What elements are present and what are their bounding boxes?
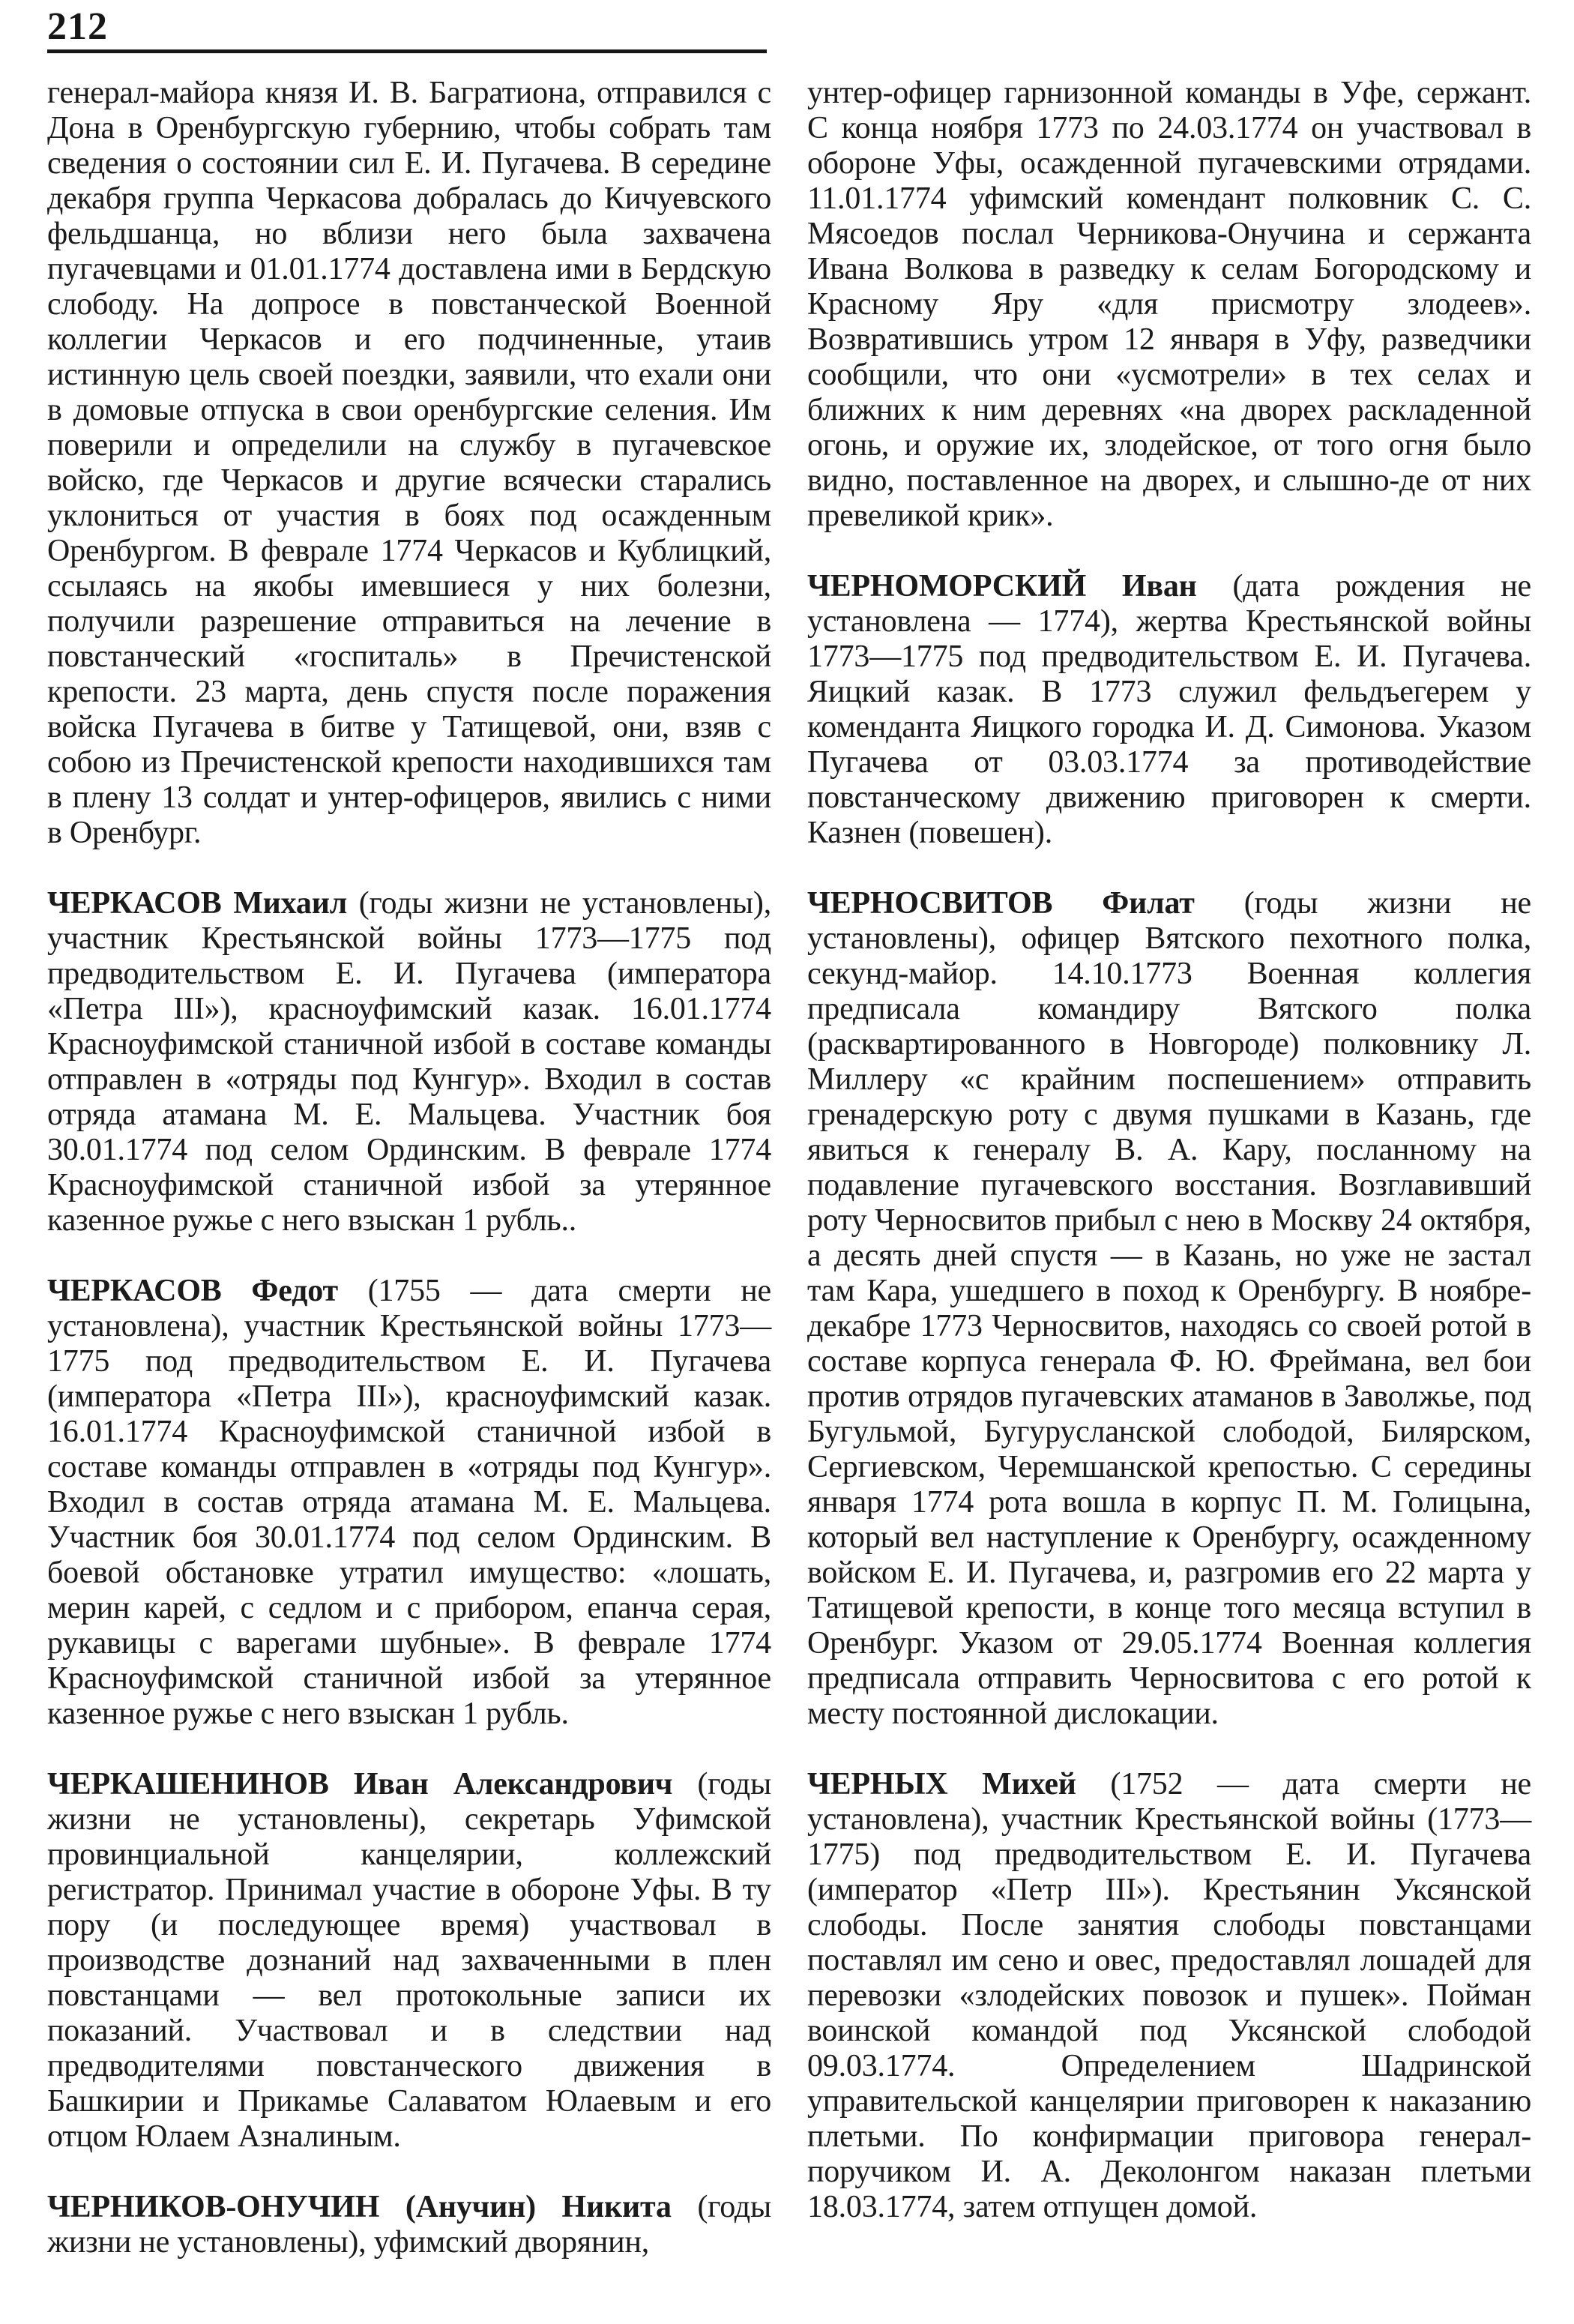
right-column <box>807 76 1531 2260</box>
entry-chernykh-mikhey <box>807 1767 1531 2225</box>
entry-text: (дата рождения не установлена — 1774), жертва Крестьянской войны 1773—1775 под предводительством Е. И. Пугачева. Яицкий казак. В 1773 служил фельдъегерем у коменданта Яицкого городка И. Д. Симонова. Указом Пугачева от 03.03.1774 за противодействие повстанческому движению приговорен к смерти. Казнен (повешен). <box>807 569 1531 850</box>
entry-text: (годы жизни не установлены), участник Крестьянской войны 1773—1775 под предводительством Е. И. Пугачева (императора «Петра III»), красноуфимский казак. 16.01.1774 Красноуфимской станичной избой в составе команды отправлен в «отряды под Кунгур». Входил в состав отряда атамана М. Е. Мальцева. Участник боя 30.01.1774 под селом Ординским. В феврале 1774 Красноуфимской станичной избой за утерянное казенное ружье с него взыскан 1 рубль.. <box>47 886 772 1238</box>
entry-headword: ЧЕРНИКОВ-ОНУЧИН (Анучин) Никита <box>47 2190 672 2224</box>
entry-text: (годы жизни не установлены), секретарь Уфимской провинциальной канцелярии, коллежский регистратор. Принимал участие в обороне Уфы. В ту пору (и последующее время) участвовал в производстве дознаний над захваченными в плен повстанцами — вел протокольные записи их показаний. Участвовал и в следствии над предводителями повстанческого движения в Башкирии и Прикамье Салаватом Юлаевым и его отцом Юлаем Азналиным. <box>47 1767 771 2154</box>
entry-headword: ЧЕРКАСОВ Федот <box>47 1274 338 1308</box>
entry-text: (1752 — дата смерти не установлена), участник Крестьянской войны (1773—1775) под предводительством Е. И. Пугачева (император «Петр III»). Крестьянин Уксянской слободы. После занятия слободы повстанцами поставлял им сено и овес, предоставлял лошадей для перевозки «злодейских повозок и пушек». Пойман воинской командой под Уксянской слободой 09.03.1774. Определением Шадринской управительской канцелярии приговорен к наказанию плетьми. По конфирмации приговора генерал-поручиком И. А. Деколонгом наказан плетьми 18.03.1774, затем отпущен домой. <box>807 1767 1531 2224</box>
entry-text: генерал-майора князя И. В. Багратиона, отправился с Дона в Оренбургскую губернию, чтобы собрать там сведения о состоянии сил Е. И. Пугачева. В середине декабря группа Черкасова добралась до Кичуевского фельдшанца, но вблизи него была захвачена пугачевцами и 01.01.1774 доставлена ими в Бердскую слободу. На допросе в повстанческой Военной коллегии Черкасов и его подчиненные, утаив истинную цель своей поездки, заявили, что ехали они в домовые отпуска в свои оренбургские селения. Им поверили и определили на службу в пугачевское войско, где Черкасов и другие всячески старались уклониться от участия в боях под осажденным Оренбургом. В феврале 1774 Черкасов и Кублицкий, ссылаясь на якобы имевшиеся у них болезни, получили разрешение отправиться на лечение в повстанческий «госпиталь» в Пречистенской крепости. 23 марта, день спустя после поражения войска Пугачева в битве у Татищевой, они, взяв с собою из Пречистенской крепости находившихся там в плену 13 солдат и унтер-офицеров, явились с ними в Оренбург. <box>47 76 771 850</box>
page-number: 212 <box>47 5 108 48</box>
entry-headword: ЧЕРНОМОРСКИЙ Иван <box>807 569 1197 603</box>
header-rule <box>47 49 767 53</box>
entry-headword: ЧЕРКАСОВ Михаил <box>47 886 348 921</box>
entry-text: унтер-офицер гарнизонной команды в Уфе, сержант. С конца ноября 1773 по 24.03.1774 он участвовал в обороне Уфы, осажденной пугачевскими отрядами. 11.01.1774 уфимский комендант полковник С. С. Мясоедов послал Черникова-Онучина и сержанта Ивана Волкова в разведку к селам Богородскому и Красному Яру «для присмотру злодеев». Возвратившись утром 12 января в Уфу, разведчики сообщили, что они «усмотрели» в тех селах и ближних к ним деревнях «на дворех раскладенной огонь, и оружие их, злодейское, от того огня было видно, поставленное на дворех, и слышно-де от них превеликой крик». <box>807 76 1531 533</box>
entry-chernomorskiy-ivan <box>807 569 1531 851</box>
entry-cherkasov-mikhail <box>47 886 771 1238</box>
entry-cherkasheninov-ivan <box>47 1767 771 2155</box>
entry-cherkasov-fedot <box>47 1274 771 1732</box>
entry-headword: ЧЕРКАШЕНИНОВ Иван Александрович <box>47 1767 673 1801</box>
entry-headword: ЧЕРНОСВИТОВ Филат <box>807 886 1195 921</box>
left-column <box>47 76 771 2260</box>
entry-text: (годы жизни не установлены), офицер Вятского пехотного полка, секунд-майор. 14.10.1773 Военная коллегия предписала командиру Вятского полка (расквартированного в Новгороде) полковнику Л. Миллеру «с крайним поспешением» отправить гренадерскую роту с двумя пушками в Казань, где явиться к генералу В. А. Кару, посланному на подавление пугачевского восстания. Возглавивший роту Черносвитов прибыл с нею в Москву 24 октября, а десять дней спустя — в Казань, но уже не застал там Кара, ушедшего в поход к Оренбургу. В ноябре-декабре 1773 Черносвитов, находясь со своей ротой в составе корпуса генерала Ф. Ю. Фреймана, вел бои против отрядов пугачевских атаманов в Заволжье, под Бугульмой, Бугурусланской слободой, Билярском, Сергиевском, Черемшанской крепостью. С середины января 1774 рота вошла в корпус П. М. Голицына, который вел наступление к Оренбургу, осажденному войском Е. И. Пугачева, и, разгромив его 22 марта у Татищевой крепости, в конце того месяца вступил в Оренбург. Указом от 29.05.1774 Военная коллегия предписала отправить Черносвитова с его ротой к месту постоянной дислокации. <box>807 886 1531 1731</box>
entry-continuation <box>807 76 1531 534</box>
entry-continuation <box>47 76 771 851</box>
entry-text: (годы жизни не установлены), уфимский дворянин, <box>47 2190 771 2260</box>
text-columns <box>47 76 1531 2260</box>
entry-headword: ЧЕРНЫХ Михей <box>807 1767 1076 1801</box>
entry-text: (1755 — дата смерти не установлена), участник Крестьянской войны 1773—1775 под предводительством Е. И. Пугачева (императора «Петра III»), красноуфимский казак. 16.01.1774 Красноуфимской станичной избой в составе команды отправлен в «отряды под Кунгур». Входил в состав отряда атамана М. Е. Мальцева. Участник боя 30.01.1774 под селом Ординским. В боевой обстановке утратил имущество: «лошать, мерин карей, с седлом и с прибором, епанча серая, рукавицы с варегами шубные». В феврале 1774 Красноуфимской станичной избой за утерянное казенное ружье с него взыскан 1 рубль. <box>47 1274 771 1731</box>
entry-chernosvitov-filat <box>807 886 1531 1732</box>
entry-chernikov-onuchin-nikita <box>47 2190 771 2260</box>
